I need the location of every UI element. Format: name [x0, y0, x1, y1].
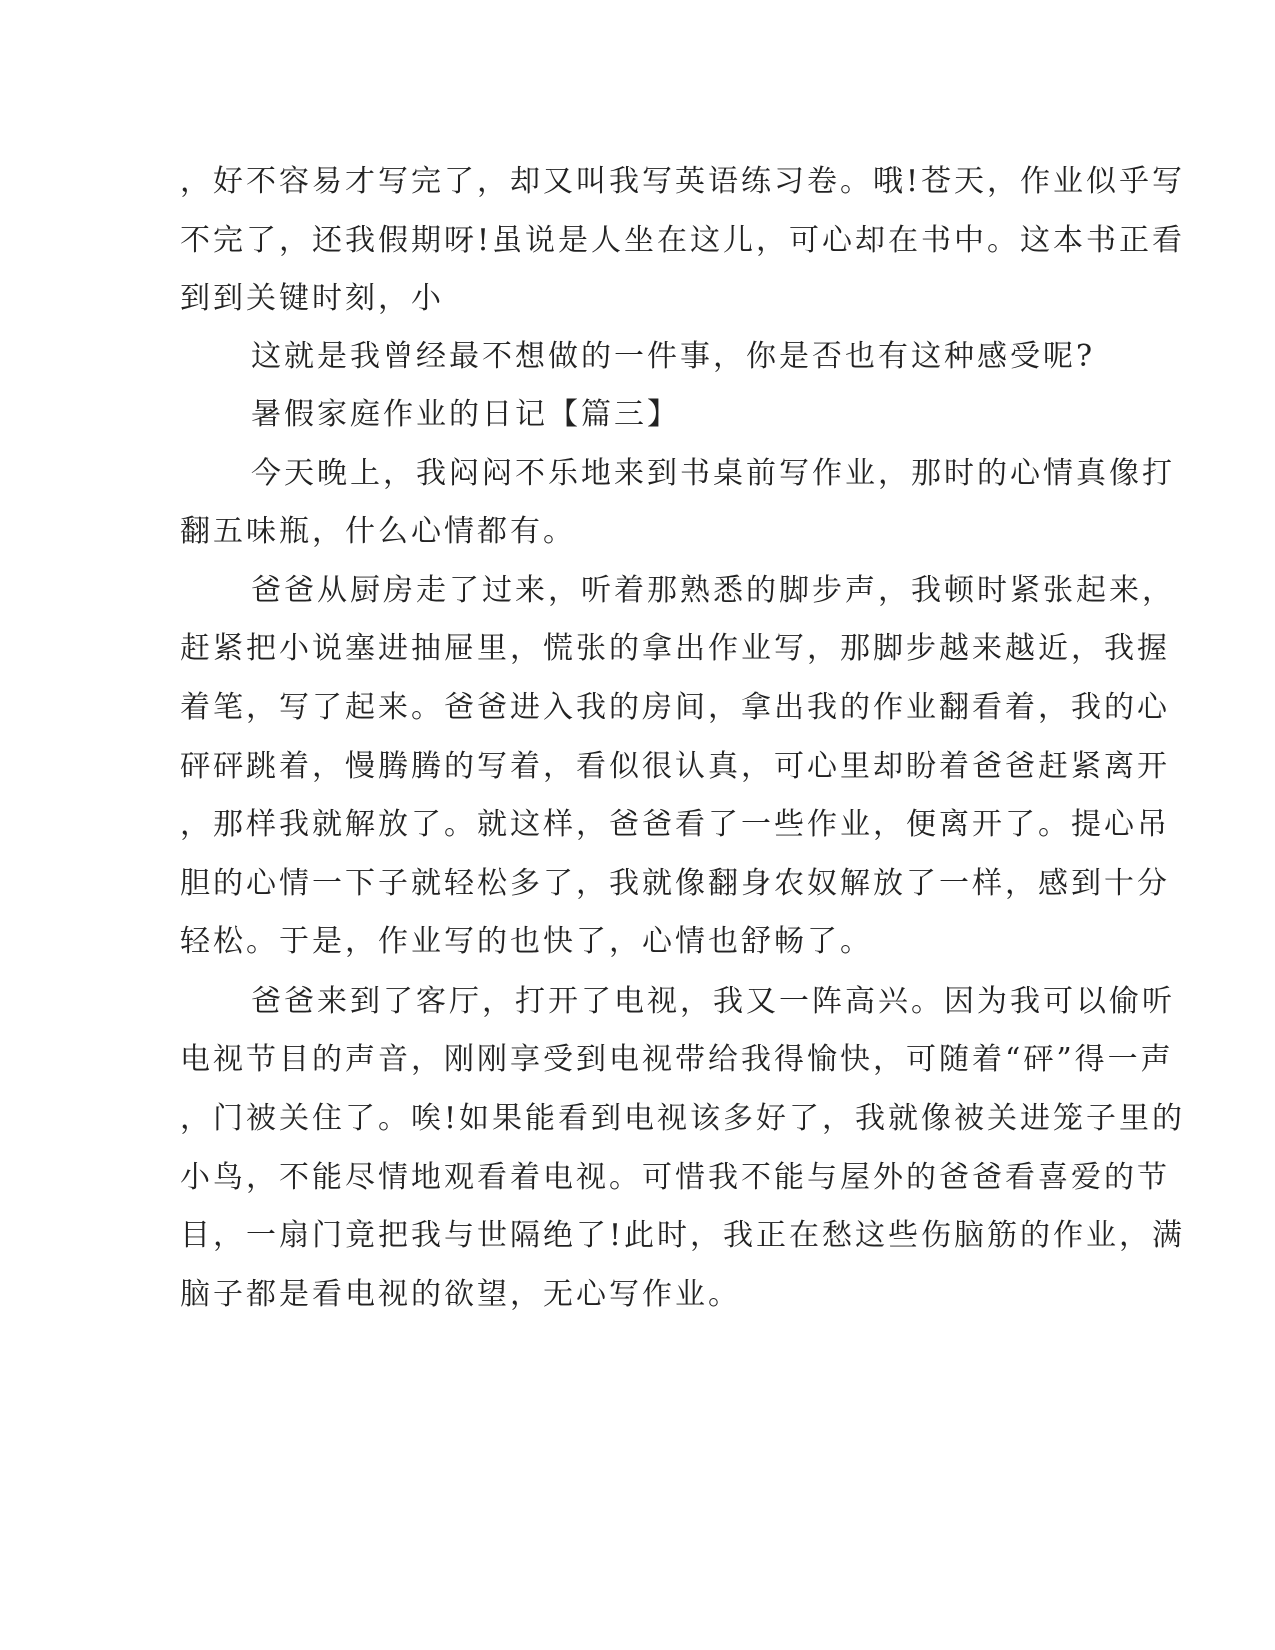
- text-line: 电视节目的声音，刚刚享受到电视带给我得愉快，可随着“砰”得一声: [180, 1042, 1174, 1077]
- text-line: ，那样我就解放了。就这样，爸爸看了一些作业，便离开了。提心吊: [180, 807, 1170, 842]
- text-line: 赶紧把小说塞进抽屉里，慌张的拿出作业写，那脚步越来越近，我握: [180, 631, 1170, 666]
- text-line: ，门被关住了。唉!如果能看到电视该多好了，我就像被关进笼子里的: [180, 1101, 1186, 1136]
- section-heading: 暑假家庭作业的日记【篇三】: [251, 397, 680, 432]
- text-line: 脑子都是看电视的欲望，无心写作业。: [180, 1277, 741, 1312]
- text-line: 今天晚上，我闷闷不乐地来到书桌前写作业，那时的心情真像打: [251, 456, 1175, 491]
- text-line: 翻五味瓶，什么心情都有。: [180, 514, 576, 549]
- text-line: 小鸟，不能尽情地观看着电视。可惜我不能与屋外的爸爸看喜爱的节: [180, 1160, 1170, 1195]
- text-line: 爸爸来到了客厅，打开了电视，我又一阵高兴。因为我可以偷听: [251, 984, 1175, 1019]
- text-line: 胆的心情一下子就轻松多了，我就像翻身农奴解放了一样，感到十分: [180, 866, 1170, 901]
- text-line: 到到关键时刻，小: [180, 281, 444, 316]
- text-line: 爸爸从厨房走了过来，听着那熟悉的脚步声，我顿时紧张起来，: [251, 573, 1175, 608]
- text-line: 砰砰跳着，慢腾腾的写着，看似很认真，可心里却盼着爸爸赶紧离开: [180, 749, 1170, 784]
- text-line: 不完了，还我假期呀!虽说是人坐在这儿，可心却在书中。这本书正看: [180, 223, 1186, 258]
- text-line: ，好不容易才写完了，却又叫我写英语练习卷。哦!苍天，作业似乎写: [180, 164, 1186, 199]
- text-line: 轻松。于是，作业写的也快了，心情也舒畅了。: [180, 924, 873, 959]
- text-line: 这就是我曾经最不想做的一件事，你是否也有这种感受呢?: [251, 339, 1096, 374]
- text-line: 着笔，写了起来。爸爸进入我的房间，拿出我的作业翻看着，我的心: [180, 690, 1170, 725]
- text-line: 目，一扇门竟把我与世隔绝了!此时，我正在愁这些伤脑筋的作业，满: [180, 1218, 1186, 1253]
